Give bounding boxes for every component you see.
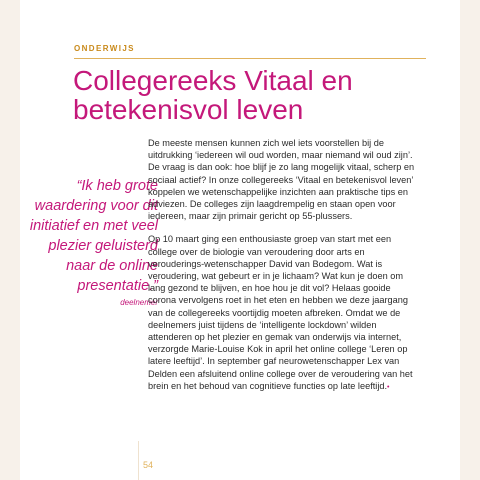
paragraph: De meeste mensen kunnen zich wel iets voorstellen bij de uitdrukking ‘iedereen wil oud worden, maar niemand wil oud zijn’. De vraag is dan ook: hoe blijf je zo lang mogelijk vitaal, scherp en sociaal actief? In onze collegereeks ‘Vitaal en betekenisvol leven’ koppelen we wetenschappelijke inzichten aan praktische tips en adviezen. De colleges zijn laagdrempelig en staan open voor iedereen, maar zijn primair gericht op 55-plussers. [148, 138, 415, 222]
pull-quote: “Ik heb grote waardering voor dit initiatief en met veel plezier geluisterd naar de online presentatie.” [29, 178, 158, 294]
page-number: 54 [143, 460, 154, 470]
article-body [148, 137, 420, 405]
section-divider [74, 58, 426, 59]
footer-divider [138, 441, 139, 480]
pull-quote-source: deelnemer [120, 298, 158, 307]
article-title: Collegereeks Vitaal en betekenisvol leven [73, 65, 353, 125]
paragraph [148, 233, 420, 394]
paragraph-text: Op 10 maart ging een enthousiaste groep van start met een college over de biologie van veroudering door arts en verouderings-wetenschapper David van Bodegom. Wat is veroudering, wat gebeurt er in je lichaam? Wat kun je doen om lang gezond te blijven, en hoe hou je dit vol? Helaas gooide corona vervolgens roet in het eten en hebben we deze jaargang van de collegereeks voortijdig moeten afbreken. Omdat we de deelnemers juist tijdens de ‘intelligente lockdown’ wilden attenderen op het plezier en gemak van onderwijs via internet, verzorgde Marie-Louise Kok in april het online college ‘Leren op latere leeftijd’. In september gaf neurowetenschapper Lex van Delden een afsluitend online college over de veroudering van het brein en het behoud van cognitieve functies op late leeftijd. [148, 234, 413, 391]
end-mark-icon: • [387, 383, 390, 391]
page [20, 0, 460, 480]
section-label: ONDERWIJS [74, 44, 135, 53]
